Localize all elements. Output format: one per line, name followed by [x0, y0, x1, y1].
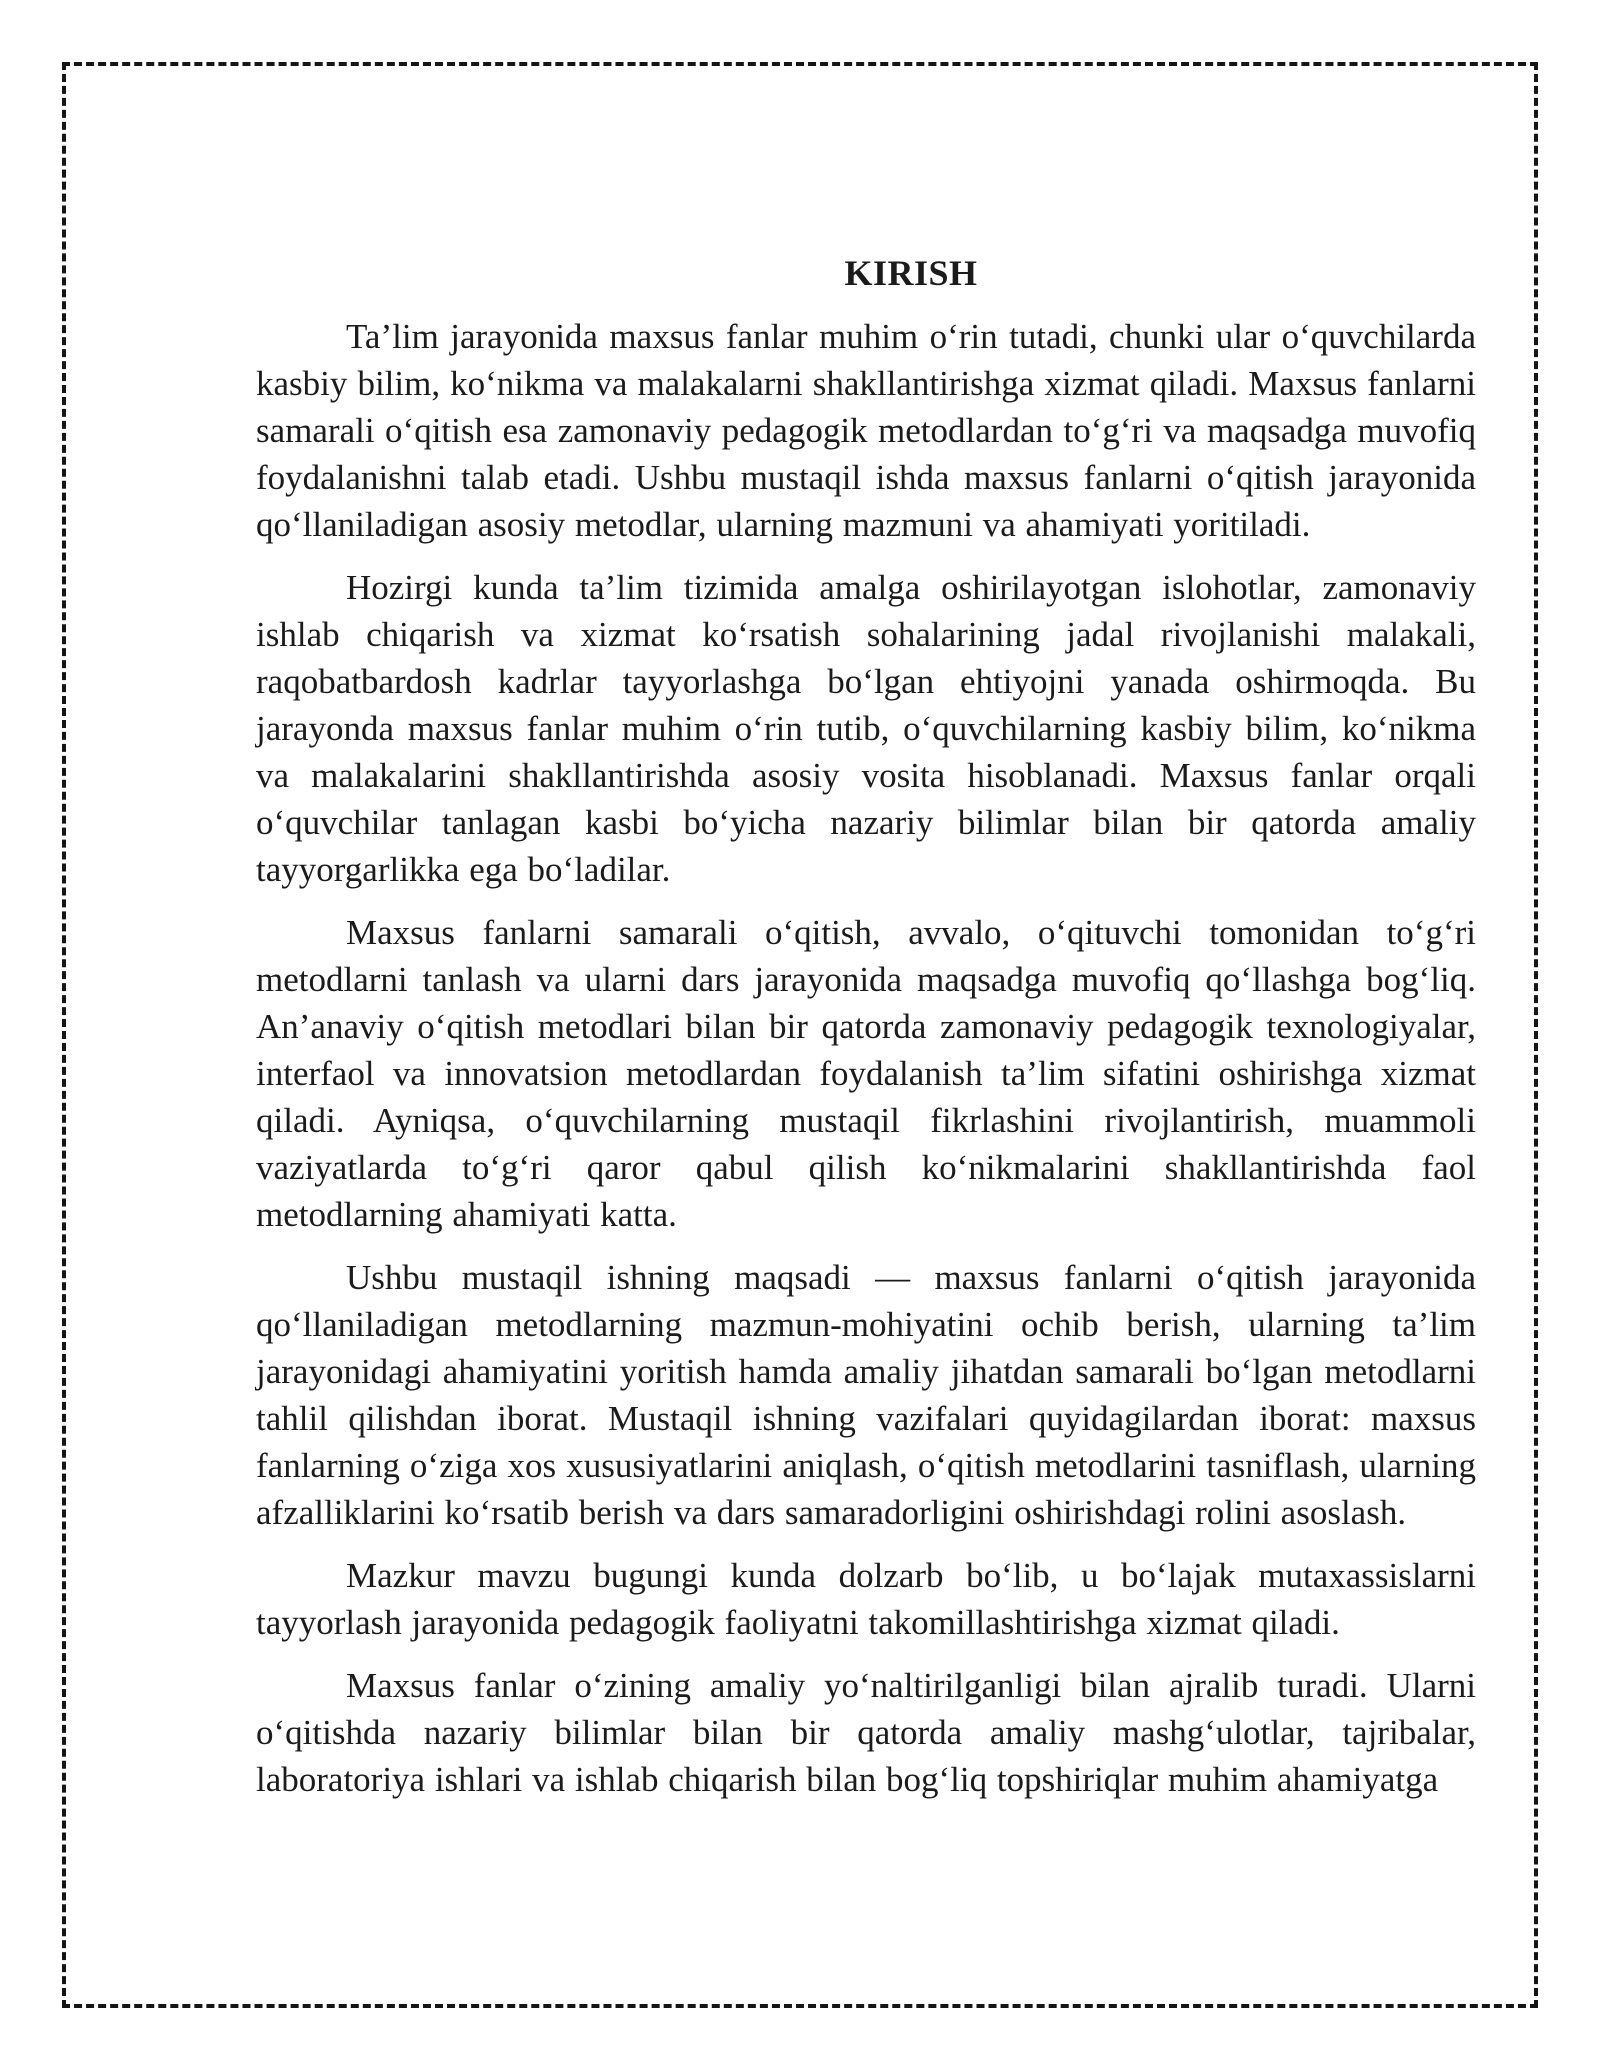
paragraph-6: Maxsus fanlar o‘zining amaliy yo‘naltirilganligi bilan ajralib turadi. Ularni o‘qitishda nazariy bilimlar bilan bir qatorda amaliy mashg‘ulotlar, tajribalar, laboratoriya ishlari va ishlab chiqarish bilan bog‘liq topshiriqlar muhim ahamiyatga: [256, 1666, 1476, 1799]
section-title: KIRISH: [844, 253, 978, 293]
paragraph-4: Ushbu mustaqil ishning maqsadi — maxsus fanlarni o‘qitish jarayonida qo‘llaniladigan metodlarning mazmun-mohiyatini ochib berish, ularning ta’lim jarayonidagi ahamiyatini yoritish hamda amaliy jihatdan samarali bo‘lgan metodlarni tahlil qilishdan iborat. Mustaqil ishning vazifalari quyidagilardan iborat: maxsus fanlarning o‘ziga xos xususiyatlarini aniqlash, o‘qitish metodlarini tasniflash, ularning afzalliklarini ko‘rsatib berish va dars samaradorligini oshirishdagi rolini asoslash.: [256, 1258, 1476, 1532]
paragraph-1: Ta’lim jarayonida maxsus fanlar muhim o‘rin tutadi, chunki ular o‘quvchilarda kasbiy bilim, ko‘nikma va malakalarni shakllantirishga xizmat qiladi. Maxsus fanlarni samarali o‘qitish esa zamonaviy pedagogik metodlardan to‘g‘ri va maqsadga muvofiq foydalanishni talab etadi. Ushbu mustaqil ishda maxsus fanlarni o‘qitish jarayonida qo‘llaniladigan asosiy metodlar, ularning mazmuni va ahamiyati yoritiladi.: [256, 317, 1476, 544]
page-border: [62, 62, 1538, 2008]
page-content: [256, 250, 1476, 1803]
paragraph-5: Mazkur mavzu bugungi kunda dolzarb bo‘lib, u bo‘lajak mutaxassislarni tayyorlash jarayonida pedagogik faoliyatni takomillashtirishga xizmat qiladi.: [256, 1556, 1476, 1642]
paragraph-3: Maxsus fanlarni samarali o‘qitish, avvalo, o‘qituvchi tomonidan to‘g‘ri metodlarni tanlash va ularni dars jarayonida maqsadga muvofiq qo‘llashga bog‘liq. An’anaviy o‘qitish metodlari bilan bir qatorda zamonaviy pedagogik texnologiyalar, interfaol va innovatsion metodlardan foydalanish ta’lim sifatini oshirishga xizmat qiladi. Ayniqsa, o‘quvchilarning mustaqil fikrlashini rivojlantirish, muammoli vaziyatlarda to‘g‘ri qaror qabul qilish ko‘nikmalarini shakllantirishda faol metodlarning ahamiyati katta.: [256, 913, 1476, 1234]
paragraph-2: Hozirgi kunda ta’lim tizimida amalga oshirilayotgan islohotlar, zamonaviy ishlab chiqarish va xizmat ko‘rsatish sohalarining jadal rivojlanishi malakali, raqobatbardosh kadrlar tayyorlashga bo‘lgan ehtiyojni yanada oshirmoqda. Bu jarayonda maxsus fanlar muhim o‘rin tutib, o‘quvchilarning kasbiy bilim, ko‘nikma va malakalarini shakllantirishda asosiy vosita hisoblanadi. Maxsus fanlar orqali o‘quvchilar tanlagan kasbi bo‘yicha nazariy bilimlar bilan bir qatorda amaliy tayyorgarlikka ega bo‘ladilar.: [256, 568, 1476, 889]
